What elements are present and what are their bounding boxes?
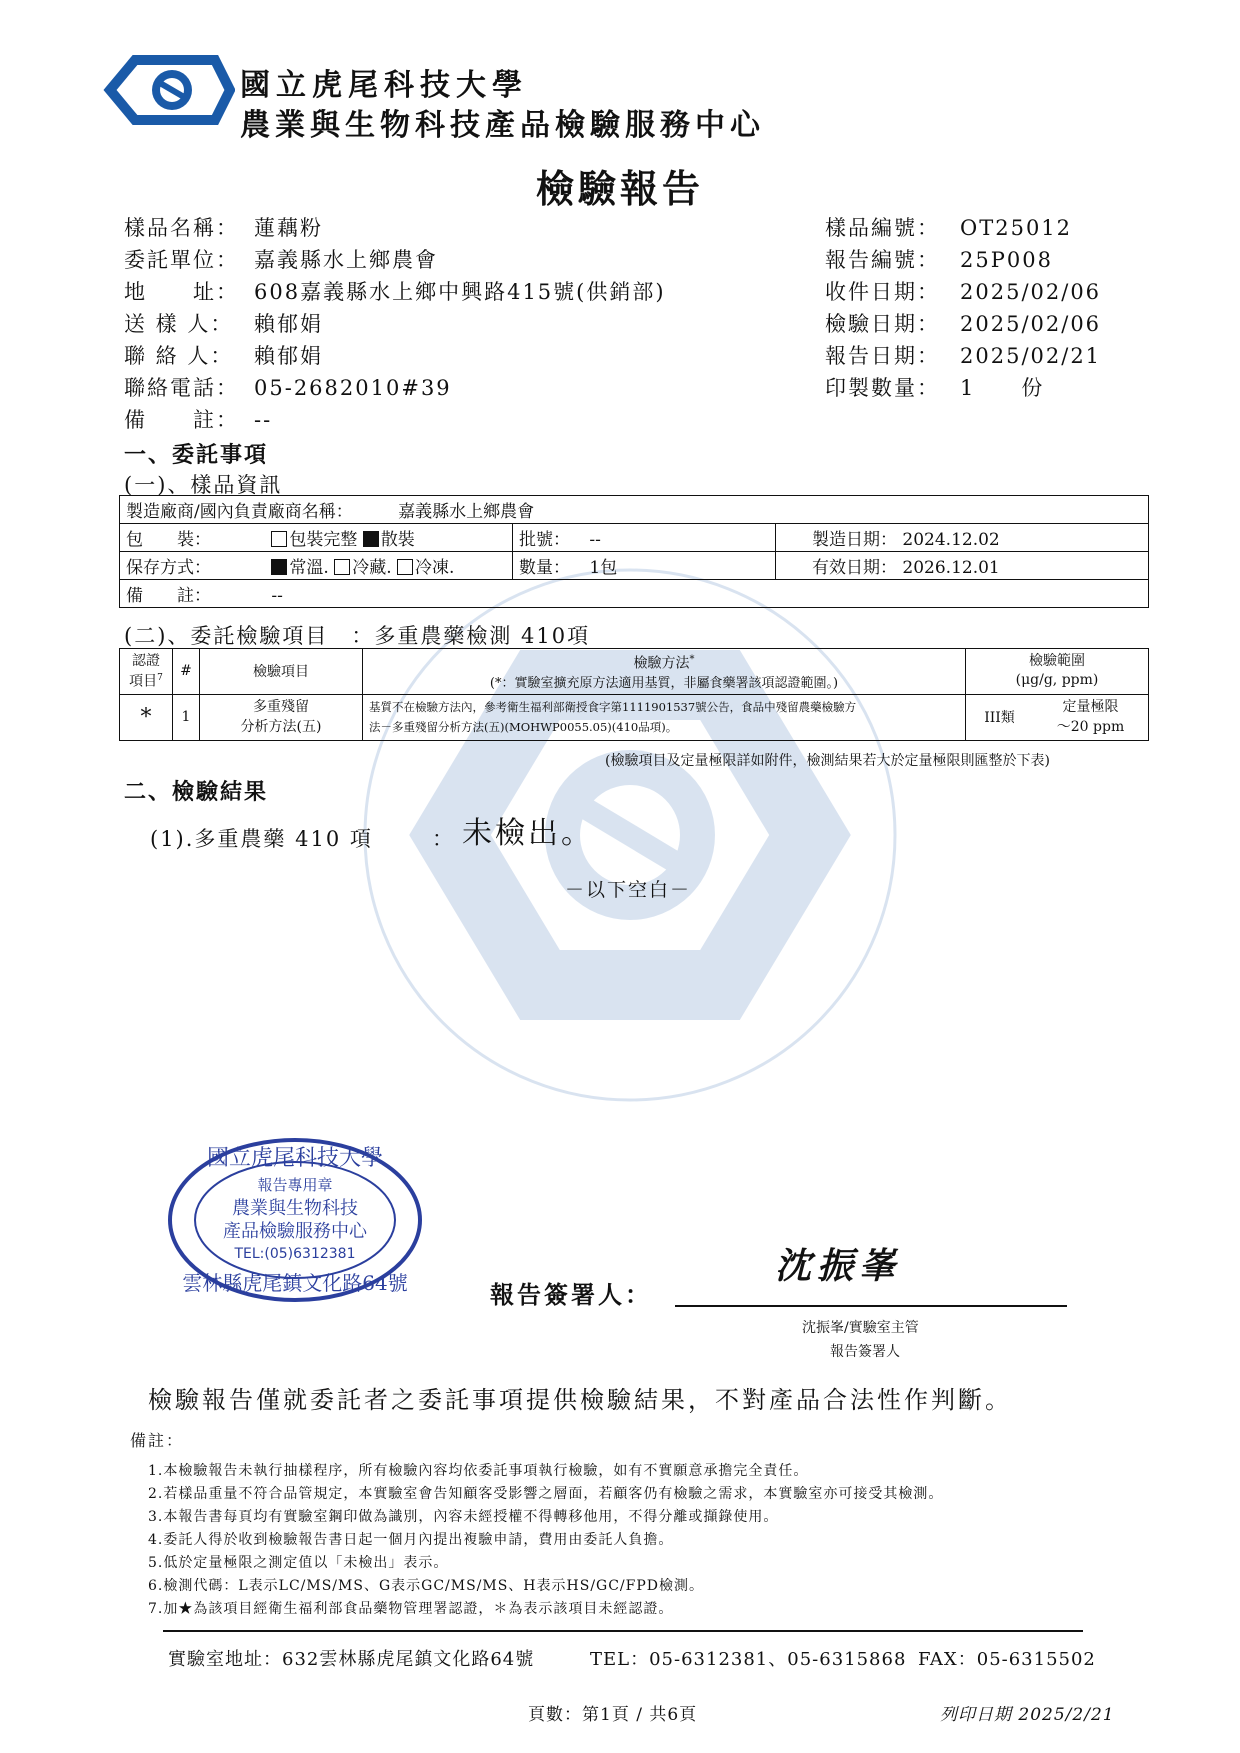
header-method: 檢驗方法* (*：實驗室擴充原方法適用基質，非屬食藥署該項認證範圍。) <box>363 649 966 695</box>
section2-title: 二、檢驗結果 <box>124 779 269 805</box>
footer-tel: TEL：05-6312381、05-6315868 <box>590 1649 907 1670</box>
signature-line <box>675 1305 1067 1307</box>
header-cert: 認證項目$^7$ <box>120 649 173 695</box>
seal-bottom-text: 雲林縣虎尾鎮文化路64號 <box>182 1271 408 1295</box>
row-class: III類 <box>966 694 1034 740</box>
row-no: 1 <box>173 694 200 740</box>
footer-divider <box>163 1630 1083 1632</box>
seal-line1: 報告專用章 <box>257 1176 333 1194</box>
result-item: (1).多重農藥 410 項 <box>150 827 373 851</box>
test-items-table <box>119 648 1149 741</box>
result-separator: ： <box>432 827 455 851</box>
sample-remark-cell: 備 註： -- <box>120 580 1149 608</box>
note-item: 1.本檢驗報告未執行抽樣程序，所有檢驗內容均依委託事項執行檢驗，如有不實願意承擔完全責任。 <box>148 1463 809 1479</box>
header-range: 檢驗範圍 (μg/g, ppm) <box>966 649 1149 695</box>
report-title: 檢驗報告 <box>535 166 704 211</box>
org-name-line2: 農業與生物科技產品檢驗服務中心 <box>240 108 765 143</box>
center-logo-icon <box>100 55 235 125</box>
mfg-date-cell: 製造日期： 2024.12.02 <box>776 524 1149 552</box>
blank-line: －以下空白－ <box>565 879 692 901</box>
info-client: 委託單位： 嘉義縣水上鄉農會 <box>124 248 438 272</box>
row-limit: 定量極限 ～20 ppm <box>1033 694 1149 740</box>
section1-title: 一、委託事項 <box>124 442 269 468</box>
storage-room-checkbox <box>271 559 287 575</box>
batch-cell: 批號： -- <box>513 524 776 552</box>
result-value: 未檢出。 <box>462 816 594 851</box>
page-number: 頁數：第1頁 / 共6頁 <box>528 1705 698 1725</box>
seal-line2: 農業與生物科技 <box>232 1198 358 1219</box>
storage-fridge-checkbox <box>334 559 350 575</box>
seal-top-text: 國立虎尾科技大學 <box>206 1146 384 1171</box>
info-test-date: 檢驗日期： 2025/02/06 <box>825 312 1102 336</box>
note-item: 4.委託人得於收到檢驗報告書日起一個月內提出複驗申請，費用由委託人負擔。 <box>148 1532 674 1548</box>
note-item: 6.檢測代碼：L表示LC/MS/MS、G表示GC/MS/MS、H表示HS/GC/FPD檢測。 <box>148 1578 705 1594</box>
info-contact: 聯 絡 人： 賴郁娟 <box>124 344 323 368</box>
footer-address: 實驗室地址：632雲林縣虎尾鎮文化路64號 <box>168 1649 535 1670</box>
notes-list <box>148 1460 943 1621</box>
table-note: (檢驗項目及定量極限詳如附件，檢測結果若大於定量極限則匯整於下表) <box>605 753 1050 769</box>
storage-freeze-checkbox <box>397 559 413 575</box>
info-sender: 送 樣 人： 賴郁娟 <box>124 312 323 336</box>
row-cert: * <box>120 694 173 740</box>
official-seal-icon <box>165 1135 425 1305</box>
seal-tel: TEL:(05)6312381 <box>234 1246 356 1262</box>
storage-cell: 保存方式： 常溫. 冷藏. 冷凍. <box>120 552 513 580</box>
notes-title: 備註： <box>130 1431 185 1450</box>
footer-fax: FAX：05-6315502 <box>918 1649 1096 1670</box>
sample-info-table <box>119 495 1149 608</box>
info-sample-name: 樣品名稱： 蓮藕粉 <box>124 216 323 240</box>
section1-sub1: (一)、樣品資訊 <box>124 473 283 497</box>
signatory-title: 沈振峯/實驗室主管 <box>802 1320 919 1336</box>
note-item: 3.本報告書每頁均有實驗室鋼印做為識別，內容未經授權不得轉移他用，不得分離或擷錄使用。 <box>148 1509 779 1525</box>
info-copies: 印製數量： 1 份 <box>825 376 1045 400</box>
note-item: 5.低於定量極限之測定值以「未檢出」表示。 <box>148 1555 449 1571</box>
package-bulk-checkbox <box>363 531 379 547</box>
header-item: 檢驗項目 <box>200 649 363 695</box>
info-address: 地 址： 608嘉義縣水上鄉中興路415號(供銷部) <box>124 280 666 304</box>
seal-line3: 產品檢驗服務中心 <box>223 1221 367 1242</box>
signatory-role: 報告簽署人 <box>830 1344 900 1360</box>
info-sample-no: 樣品編號： OT25012 <box>825 216 1073 240</box>
manufacturer-row: 製造廠商/國內負責廠商名稱： 嘉義縣水上鄉農會 <box>120 496 1149 524</box>
qty-cell: 數量： 1包 <box>513 552 776 580</box>
info-report-no: 報告編號： 25P008 <box>825 248 1053 272</box>
row-item: 多重殘留 分析方法(五) <box>200 694 363 740</box>
exp-date-cell: 有效日期： 2026.12.01 <box>776 552 1149 580</box>
info-received-date: 收件日期： 2025/02/06 <box>825 280 1102 304</box>
note-item: 2.若樣品重量不符合品管規定，本實驗室會告知顧客受影響之層面，若顧客仍有檢驗之需求，本實驗室亦可接受其檢測。 <box>148 1486 944 1502</box>
package-cell: 包 裝： 包裝完整 散裝 <box>120 524 513 552</box>
note-item: 7.加★為該項目經衛生福利部食品藥物管理署認證，＊為表示該項目未經認證。 <box>148 1601 674 1617</box>
header-no: # <box>173 649 200 695</box>
info-phone: 聯絡電話： 05-2682010#39 <box>124 376 452 400</box>
row-method: 基質不在檢驗方法內，參考衛生福利部衛授食字第1111901537號公告，食品中殘留農藥檢驗方 法－多重殘留分析方法(五)(MOHWP0055.05)(410品項)。 <box>363 694 966 740</box>
section1-sub2: (二)、委託檢驗項目 ：多重農藥檢測 410項 <box>124 624 591 648</box>
print-date: 列印日期 2025/2/21 <box>940 1705 1115 1725</box>
signatory-label: 報告簽署人： <box>490 1280 652 1309</box>
org-name-line1: 國立虎尾科技大學 <box>240 68 528 103</box>
disclaimer: 檢驗報告僅就委託者之委託事項提供檢驗結果，不對產品合法性作判斷。 <box>148 1386 1012 1414</box>
package-intact-checkbox <box>271 531 287 547</box>
info-remark: 備 註： -- <box>124 408 273 432</box>
handwritten-signature: 沈振峯 <box>775 1245 902 1287</box>
info-report-date: 報告日期： 2025/02/21 <box>825 344 1102 368</box>
